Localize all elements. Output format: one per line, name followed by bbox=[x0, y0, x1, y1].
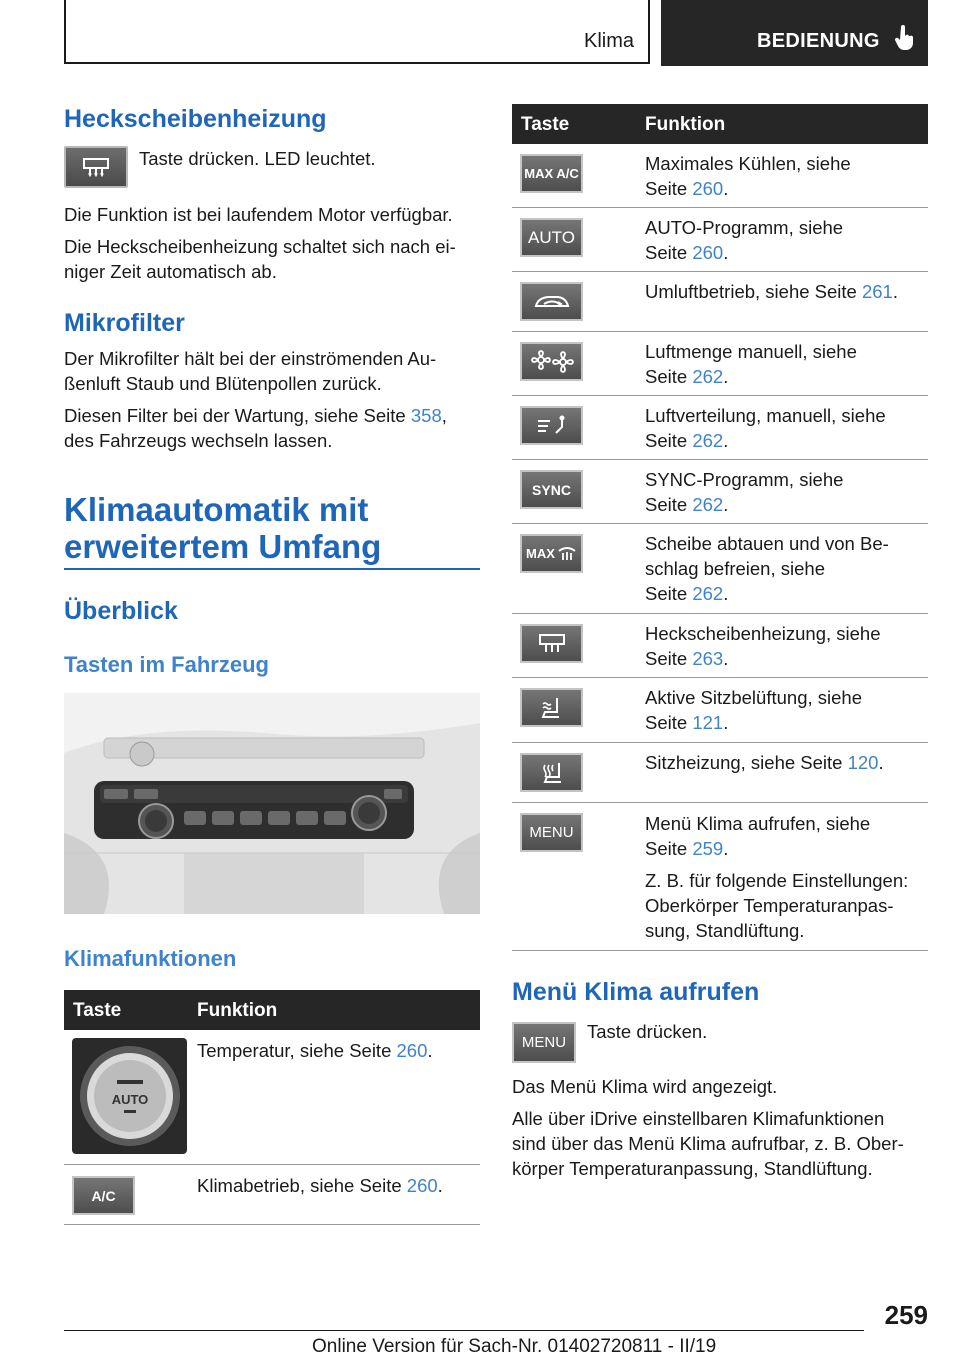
header-section-title: Klima bbox=[583, 30, 634, 52]
filter-service-text: Diesen Filter bei der Wartung, siehe Seite bbox=[64, 405, 411, 426]
auto-program-page: Seite 260. bbox=[645, 242, 729, 263]
paragraph-microfilter-2: ßenluft Staub und Blütenpollen zurück. bbox=[64, 373, 382, 394]
row-air-distribution-text bbox=[645, 403, 886, 453]
auto-key bbox=[520, 218, 583, 257]
paragraph-filter-service-1 bbox=[64, 403, 447, 428]
temperature-end: . bbox=[427, 1040, 433, 1061]
sync-key-label: SYNC bbox=[532, 481, 571, 498]
max-defrost-key bbox=[520, 534, 583, 573]
menu-key bbox=[520, 813, 583, 852]
row-seat-heating-text: Sitzheizung, siehe Seite 120. bbox=[645, 752, 884, 773]
recirculation-label: Umluftbetrieb, siehe Seite bbox=[645, 281, 862, 302]
air-distribution-key bbox=[520, 406, 583, 445]
page-prefix: Seite bbox=[645, 712, 693, 733]
menu-extra-2: Oberkörper Temperaturanpas- bbox=[645, 895, 894, 916]
page-prefix: Seite bbox=[645, 648, 693, 669]
footer-rule bbox=[64, 1330, 864, 1331]
link-page-262[interactable]: 262 bbox=[692, 494, 724, 515]
menu-label: Menü Klima aufrufen, siehe bbox=[645, 813, 871, 834]
table-row bbox=[64, 1165, 480, 1225]
link-page-259[interactable]: 259 bbox=[692, 838, 724, 859]
paragraph-idrive-1: Alle über iDrive einstellbaren Klimafunktionen bbox=[512, 1108, 885, 1129]
table-row bbox=[512, 272, 928, 332]
left-table-col-function: Funktion bbox=[197, 1000, 278, 1021]
page-prefix: Seite bbox=[645, 366, 693, 387]
link-page-261[interactable]: 261 bbox=[861, 281, 893, 302]
rear-defrost-label: Heckscheibenheizung, siehe bbox=[645, 623, 881, 644]
auto-key-label: AUTO bbox=[528, 227, 575, 247]
page-prefix: Seite bbox=[645, 430, 693, 451]
ac-key bbox=[72, 1176, 135, 1215]
left-table-header bbox=[64, 990, 480, 1030]
title-underline bbox=[64, 568, 480, 570]
max-defrost-key-label: MAX bbox=[526, 546, 555, 561]
right-table-header bbox=[512, 104, 928, 144]
max-ac-key bbox=[520, 154, 583, 193]
defrost-page: Seite 262. bbox=[645, 583, 729, 604]
link-page-260[interactable]: 260 bbox=[406, 1175, 438, 1196]
fan-key bbox=[520, 342, 583, 381]
table-row bbox=[512, 614, 928, 678]
paragraph-auto-off-1: Die Heckscheibenheizung schaltet sich nach ei- bbox=[64, 236, 456, 257]
header-chapter-title: BEDIENUNG bbox=[757, 30, 880, 52]
row-max-cooling-text bbox=[645, 151, 851, 201]
rear-defrost-icon bbox=[537, 633, 567, 655]
row-menu-text bbox=[645, 811, 908, 943]
windshield-defrost-icon bbox=[557, 545, 577, 563]
hand-pointer-icon bbox=[894, 25, 916, 51]
link-page-262[interactable]: 262 bbox=[692, 366, 724, 387]
row-auto-text bbox=[645, 215, 843, 265]
link-page-262[interactable]: 262 bbox=[692, 583, 724, 604]
seat-heating-label: Sitzheizung, siehe Seite bbox=[645, 752, 848, 773]
menu-page: Seite 259. bbox=[645, 838, 729, 859]
rear-defrost-table-key bbox=[520, 624, 583, 663]
sync-key bbox=[520, 470, 583, 509]
seat-ventilation-icon bbox=[537, 696, 567, 720]
air-distribution-icon bbox=[534, 415, 570, 437]
link-page-260[interactable]: 260 bbox=[692, 178, 724, 199]
page-prefix: Seite bbox=[645, 583, 693, 604]
heading-rear-window-heating: Heckscheibenheizung bbox=[64, 105, 327, 133]
table-row bbox=[512, 144, 928, 208]
header-section-box bbox=[64, 0, 650, 64]
filter-service-comma: , bbox=[441, 405, 447, 426]
row-rear-defrost-text bbox=[645, 621, 881, 671]
recirculation-icon bbox=[532, 292, 572, 312]
page-prefix: Seite bbox=[645, 838, 693, 859]
menu-extra-3: sung, Standlüftung. bbox=[645, 920, 805, 941]
right-table-col-key: Taste bbox=[521, 114, 570, 135]
sync-page: Seite 262. bbox=[645, 494, 729, 515]
ac-label: Klimabetrieb, siehe Seite bbox=[197, 1175, 407, 1196]
row-recirculation-text: Umluftbetrieb, siehe Seite 261. bbox=[645, 281, 898, 302]
seat-ventilation-label: Aktive Sitzbelüftung, siehe bbox=[645, 687, 862, 708]
heading-climate-functions: Klimafunktionen bbox=[64, 946, 237, 971]
max-cooling-page: Seite 260. bbox=[645, 178, 729, 199]
ac-end: . bbox=[437, 1175, 443, 1196]
menu-key-inline-label: MENU bbox=[521, 1034, 567, 1051]
seat-ventilation-key bbox=[520, 688, 583, 727]
row-seat-ventilation-text bbox=[645, 685, 862, 735]
ac-key-label: A/C bbox=[91, 1187, 116, 1204]
table-row bbox=[512, 332, 928, 396]
auto-program-label: AUTO-Programm, siehe bbox=[645, 217, 844, 238]
footer-version: Online Version für Sach-Nr. 01402720811 - II/19 bbox=[312, 1336, 717, 1357]
heading-microfilter: Mikrofilter bbox=[64, 309, 185, 337]
rear-defrost-key bbox=[64, 146, 128, 188]
table-row bbox=[512, 743, 928, 803]
temperature-knob-image bbox=[72, 1038, 187, 1154]
heading-overview: Überblick bbox=[64, 597, 178, 625]
menu-instruction: Taste drücken. bbox=[587, 1021, 708, 1042]
page-prefix: Seite bbox=[645, 494, 693, 515]
paragraph-auto-off-2: niger Zeit automatisch ab. bbox=[64, 261, 277, 282]
rear-defrost-icon bbox=[81, 157, 111, 177]
page-prefix: Seite bbox=[645, 242, 693, 263]
air-distribution-label: Luftverteilung, manuell, siehe bbox=[645, 405, 886, 426]
row-temperature-text bbox=[197, 1038, 433, 1063]
menu-key-label: MENU bbox=[529, 824, 574, 841]
row-sync-text bbox=[645, 467, 843, 517]
fan-label: Luftmenge manuell, siehe bbox=[645, 341, 857, 362]
page-prefix: Seite bbox=[645, 178, 693, 199]
recirculation-key bbox=[520, 282, 583, 321]
paragraph-idrive-3: körper Temperaturanpassung, Standlüftung. bbox=[512, 1158, 873, 1179]
page-number: 259 bbox=[884, 1300, 928, 1330]
title-line-1: Klimaautomatik mit bbox=[64, 491, 369, 528]
seat-heating-icon bbox=[537, 761, 567, 785]
link-page-263[interactable]: 263 bbox=[692, 648, 724, 669]
table-row bbox=[512, 208, 928, 272]
row-fan-text bbox=[645, 339, 857, 389]
heading-open-climate-menu: Menü Klima aufrufen bbox=[512, 978, 760, 1006]
table-row bbox=[64, 1030, 480, 1165]
menu-key-inline bbox=[512, 1022, 576, 1063]
defrost-label-1: Scheibe abtauen und von Be- bbox=[645, 533, 889, 554]
link-page-121[interactable]: 121 bbox=[692, 712, 724, 733]
rear-heating-instruction: Taste drücken. LED leuchtet. bbox=[139, 148, 376, 169]
max-ac-key-label: MAX A/C bbox=[524, 166, 579, 181]
heading-buttons-in-vehicle: Tasten im Fahrzeug bbox=[64, 652, 269, 677]
table-row bbox=[512, 524, 928, 614]
link-page-358[interactable]: 358 bbox=[410, 405, 442, 426]
right-table-col-function: Funktion bbox=[645, 114, 726, 135]
table-row bbox=[512, 803, 928, 951]
temperature-label: Temperatur, siehe Seite bbox=[197, 1040, 397, 1061]
row-defrost-text bbox=[645, 531, 889, 606]
link-page-260[interactable]: 260 bbox=[692, 242, 724, 263]
menu-extra-1: Z. B. für folgende Einstellungen: bbox=[645, 870, 909, 891]
row-ac-text bbox=[197, 1173, 443, 1198]
auto-label: AUTO bbox=[111, 1092, 149, 1107]
seat-ventilation-page: Seite 121. bbox=[645, 712, 729, 733]
sync-label: SYNC-Programm, siehe bbox=[645, 469, 844, 490]
paragraph-microfilter-1: Der Mikrofilter hält bei der einströmenden Au- bbox=[64, 348, 437, 369]
paragraph-filter-service-2: des Fahrzeugs wechseln lassen. bbox=[64, 430, 333, 451]
table-row bbox=[512, 678, 928, 743]
link-page-260[interactable]: 260 bbox=[396, 1040, 428, 1061]
paragraph-menu-shown: Das Menü Klima wird angezeigt. bbox=[512, 1076, 778, 1097]
defrost-label-2: schlag befreien, siehe bbox=[645, 558, 825, 579]
max-cooling-label: Maximales Kühlen, siehe bbox=[645, 153, 851, 174]
paragraph-engine-running: Die Funktion ist bei laufendem Motor verfügbar. bbox=[64, 204, 453, 225]
climate-panel-photo bbox=[64, 693, 480, 914]
rear-defrost-page: Seite 263. bbox=[645, 648, 729, 669]
paragraph-idrive-2: sind über das Menü Klima aufrufbar, z. B. Ober- bbox=[512, 1133, 904, 1154]
left-table-col-key: Taste bbox=[73, 1000, 122, 1021]
header-chapter-box bbox=[661, 0, 928, 66]
link-page-262[interactable]: 262 bbox=[692, 430, 724, 451]
link-page-120[interactable]: 120 bbox=[847, 752, 879, 773]
fan-icon bbox=[529, 350, 575, 374]
table-row bbox=[512, 460, 928, 524]
air-distribution-page: Seite 262. bbox=[645, 430, 729, 451]
fan-page: Seite 262. bbox=[645, 366, 729, 387]
table-row bbox=[512, 396, 928, 460]
title-line-2: erweitertem Umfang bbox=[64, 528, 382, 565]
seat-heating-key bbox=[520, 753, 583, 792]
